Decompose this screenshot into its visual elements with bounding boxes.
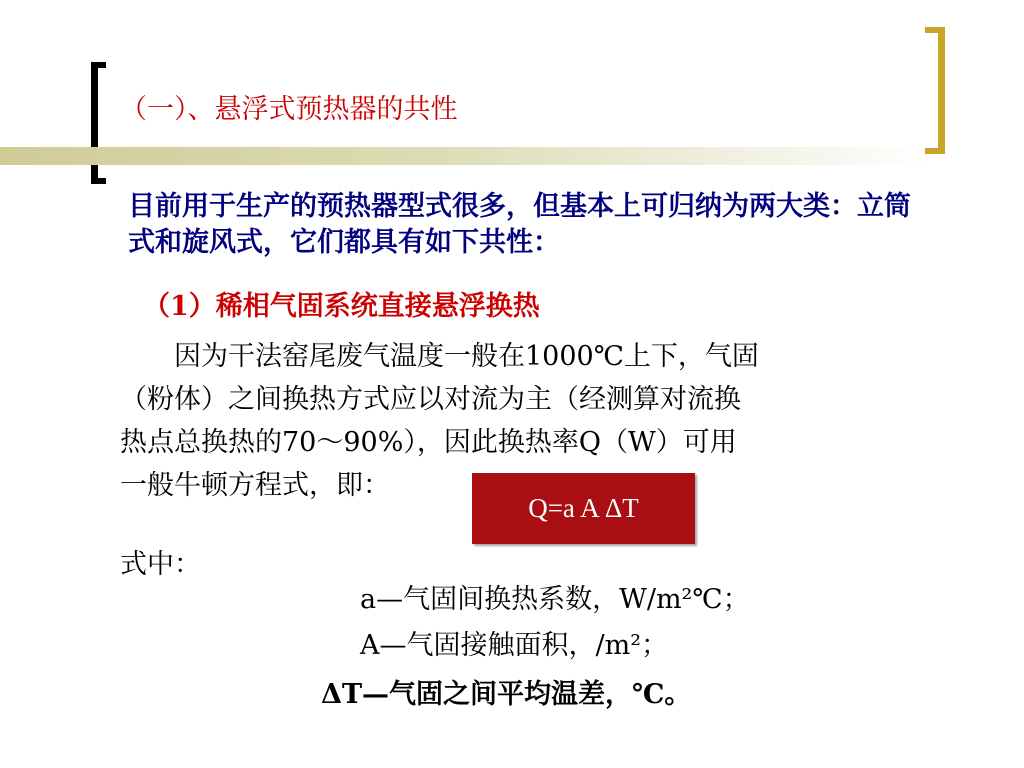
slide-heading: （一）、悬浮式预热器的共性 (120, 94, 458, 125)
body-line: 热点总换热的70～90%），因此换热率Q（W）可用 (120, 427, 737, 458)
sub-heading: （1）稀相气固系统直接悬浮换热 (143, 291, 540, 322)
body-line: 一般牛顿方程式，即： (120, 470, 390, 501)
title-underline-band (0, 147, 930, 165)
formula-box (472, 473, 695, 544)
intro-paragraph: 目前用于生产的预热器型式很多，但基本上可归纳为两大类：立筒式和旋风式，它们都具有如下共性： (128, 191, 911, 258)
left-bracket-decoration (91, 62, 106, 184)
definition-delta-t: ΔT—气固之间平均温差，℃。 (321, 679, 692, 710)
body-line: （粉体）之间换热方式应以对流为主（经测算对流换 (120, 384, 741, 415)
formula-text: Q=a A ΔT (528, 493, 639, 523)
right-bracket-decoration (925, 27, 945, 154)
definition-a: a—气固间换热系数，W/m²℃； (360, 584, 750, 615)
definition-A: A—气固接触面积，/m²； (360, 630, 669, 661)
where-label: 式中： (120, 549, 201, 580)
body-line: 因为干法窑尾废气温度一般在1000℃上下，气固 (120, 341, 759, 372)
